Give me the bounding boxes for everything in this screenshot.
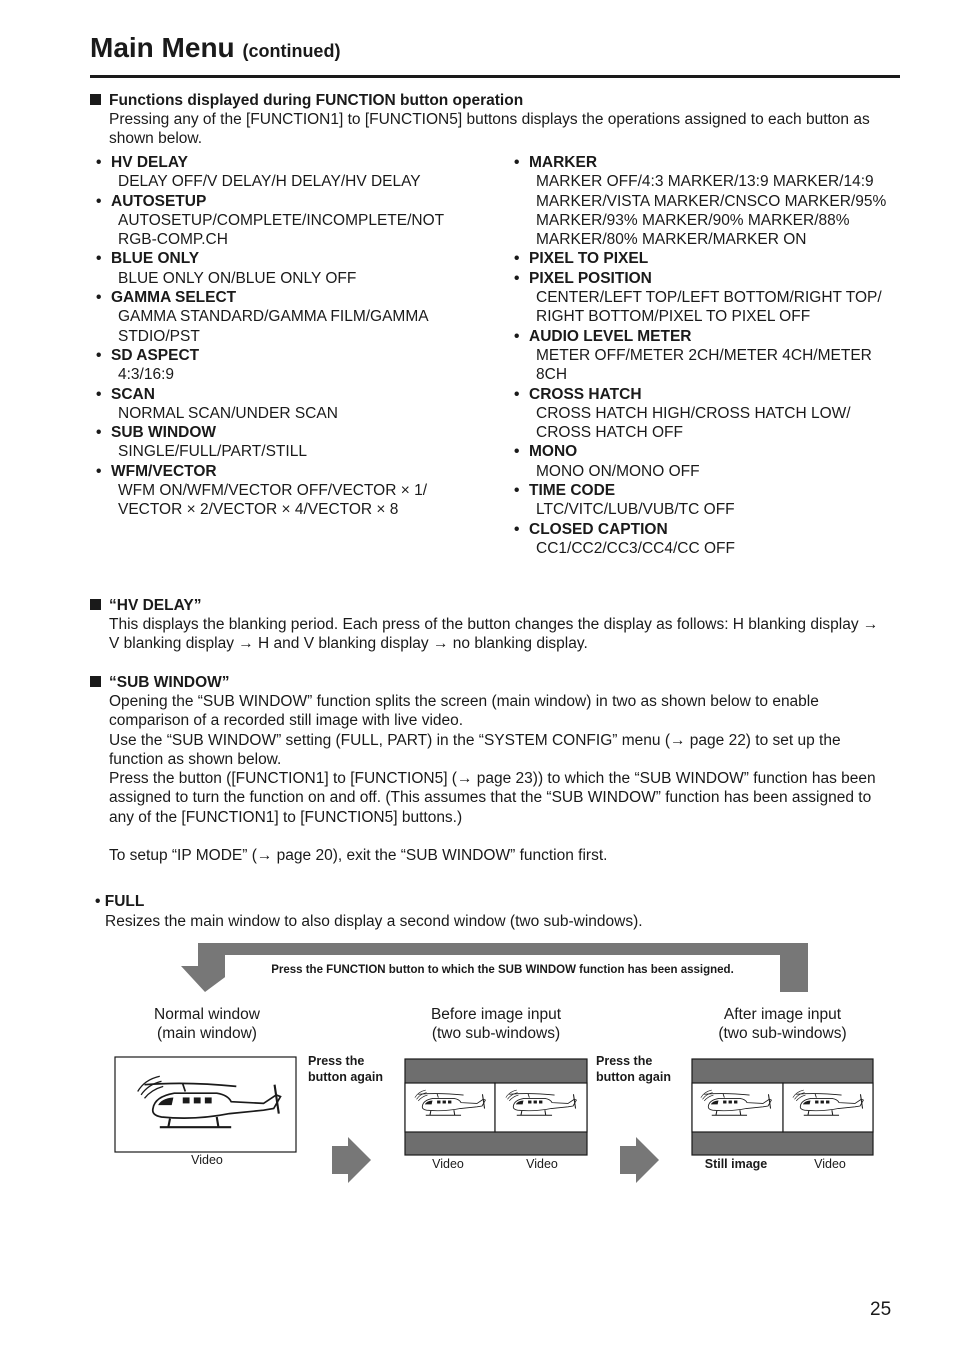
- function-item-label: • PIXEL TO PIXEL: [514, 249, 904, 268]
- press-again-line: button again: [308, 1070, 383, 1084]
- function-item-label: • HV DELAY: [96, 153, 456, 172]
- function-item-label: • SD ASPECT: [96, 346, 456, 365]
- function-item-values: CROSS HATCH HIGH/CROSS HATCH LOW/: [536, 404, 851, 422]
- sub-window-line: Use the “SUB WINDOW” setting (FULL, PART) in the “SYSTEM CONFIG” menu (→ page 22) to set up the: [109, 731, 841, 749]
- normal-window-caption: [117, 1005, 297, 1044]
- function-item-label: • PIXEL POSITION: [514, 269, 904, 288]
- function-item-values: DELAY OFF/V DELAY/H DELAY/HV DELAY: [118, 173, 421, 191]
- function-item-values: CC1/CC2/CC3/CC4/CC OFF: [536, 539, 735, 557]
- caption-line: (two sub-windows): [431, 1025, 561, 1043]
- caption-line: (main window): [157, 1025, 257, 1043]
- function-item-label: • TIME CODE: [514, 481, 904, 500]
- function-item-values: MARKER/80% MARKER/MARKER ON: [536, 231, 807, 249]
- function-item-label: • MARKER: [514, 153, 904, 172]
- caption-line: (two sub-windows): [718, 1025, 847, 1043]
- press-again-line: Press the: [308, 1054, 365, 1068]
- functions-intro-line: Pressing any of the [FUNCTION1] to [FUNCTION5] buttons displays the operations assigned to each button as: [109, 111, 870, 128]
- function-item-label: • SUB WINDOW: [96, 423, 456, 442]
- functions-intro-line: shown below.: [109, 130, 203, 148]
- caption-line: Before image input: [430, 1006, 562, 1023]
- function-item-values: MARKER/VISTA MARKER/CNSCO MARKER/95%: [536, 192, 887, 210]
- function-item-values: MARKER OFF/4:3 MARKER/13:9 MARKER/14:9: [536, 173, 874, 191]
- hv-delay-heading-text: “HV DELAY”: [109, 597, 202, 614]
- function-item-label: • SCAN: [96, 385, 456, 404]
- function-item-values: RGB-COMP.CH: [118, 231, 228, 249]
- function-item-values: MARKER/93% MARKER/90% MARKER/88%: [536, 211, 850, 229]
- hv-delay-line: This displays the blanking period. Each press of the button changes the display as follows: H blanking display →: [109, 616, 879, 633]
- after-input-caption: [692, 1005, 873, 1044]
- still-image-label: Still image: [704, 1157, 768, 1171]
- press-again-label-1: [308, 1053, 383, 1085]
- sub-window-line: any of the [FUNCTION1] to [FUNCTION5] buttons.): [109, 808, 463, 826]
- video-label-after-right: Video: [814, 1157, 846, 1171]
- ip-mode-note: To setup “IP MODE” (→ page 20), exit the “SUB WINDOW” function first.: [109, 847, 608, 864]
- sub-window-line: Opening the “SUB WINDOW” function splits the screen (main window) in two as shown below to enable: [109, 693, 819, 710]
- press-again-line: Press the: [596, 1054, 653, 1068]
- function-item-label: • WFM/VECTOR: [96, 462, 456, 481]
- after-window-bottom-band: [692, 1132, 873, 1155]
- full-label: • FULL: [95, 893, 145, 910]
- before-window-top-band: [405, 1059, 587, 1083]
- title-continued: (continued): [242, 41, 341, 61]
- title-text: Main Menu: [90, 32, 235, 63]
- function-item-values: LTC/VITC/LUB/VUB/TC OFF: [536, 501, 735, 519]
- function-item-label: • MONO: [514, 442, 904, 461]
- caption-line: Normal window: [154, 1006, 260, 1023]
- sub-window-line: function as shown below.: [109, 750, 282, 768]
- sub-window-heading-text: “SUB WINDOW”: [109, 674, 230, 691]
- after-window-top-band: [692, 1059, 873, 1083]
- page-number: 25: [870, 1299, 892, 1320]
- press-again-line: button again: [596, 1070, 671, 1084]
- caption-line: After image input: [723, 1006, 842, 1023]
- function-item-values: VECTOR × 2/VECTOR × 4/VECTOR × 8: [118, 501, 399, 519]
- sub-window-line: Press the button ([FUNCTION1] to [FUNCTION5] (→ page 23)) to which the “SUB WINDOW” function has been: [109, 770, 876, 788]
- function-item-values: SINGLE/FULL/PART/STILL: [118, 443, 307, 461]
- function-item-values: NORMAL SCAN/UNDER SCAN: [118, 404, 338, 422]
- function-item-label: • CLOSED CAPTION: [514, 520, 904, 539]
- diagram-banner: Press the FUNCTION button to which the SUB WINDOW function has been assigned.: [225, 955, 780, 985]
- function-item-label: • AUDIO LEVEL METER: [514, 327, 904, 346]
- full-description: Resizes the main window to also display a second window (two sub-windows).: [105, 913, 643, 930]
- function-item-label: • AUTOSETUP: [96, 192, 456, 211]
- function-item-label: • GAMMA SELECT: [96, 288, 456, 307]
- video-label-main: Video: [191, 1153, 223, 1167]
- function-item-values: GAMMA STANDARD/GAMMA FILM/GAMMA: [118, 308, 429, 326]
- step-arrow-2-icon: [620, 1137, 659, 1183]
- before-window-bottom-band: [405, 1132, 587, 1155]
- function-item-values: 4:3/16:9: [118, 366, 175, 384]
- video-label-before-left: Video: [432, 1157, 464, 1171]
- function-item-values: AUTOSETUP/COMPLETE/INCOMPLETE/NOT: [118, 211, 445, 229]
- video-label-before-right: Video: [526, 1157, 558, 1171]
- hv-delay-line: V blanking display → H and V blanking display → no blanking display.: [109, 635, 588, 653]
- function-item-values: METER OFF/METER 2CH/METER 4CH/METER: [536, 346, 872, 364]
- before-input-caption: [405, 1005, 587, 1044]
- sub-window-line: assigned to turn the function on and off. (This assumes that the “SUB WINDOW” function has been assigned to: [109, 789, 872, 807]
- sub-window-line: comparison of a recorded still image with live video.: [109, 712, 464, 730]
- step-arrow-1-icon: [332, 1137, 371, 1183]
- function-item-values: MONO ON/MONO OFF: [536, 462, 700, 480]
- function-item-values: BLUE ONLY ON/BLUE ONLY OFF: [118, 269, 357, 287]
- function-item-values: WFM ON/WFM/VECTOR OFF/VECTOR × 1/: [118, 482, 428, 500]
- function-item-values: STDIO/PST: [118, 327, 200, 345]
- function-item-values: RIGHT BOTTOM/PIXEL TO PIXEL OFF: [536, 308, 811, 326]
- function-item-label: • BLUE ONLY: [96, 249, 456, 268]
- press-again-label-2: [596, 1053, 671, 1085]
- functions-heading-text: Functions displayed during FUNCTION button operation: [109, 92, 524, 109]
- function-item-label: • CROSS HATCH: [514, 385, 904, 404]
- function-item-values: 8CH: [536, 366, 568, 384]
- function-item-values: CENTER/LEFT TOP/LEFT BOTTOM/RIGHT TOP/: [536, 289, 882, 307]
- function-item-values: CROSS HATCH OFF: [536, 424, 683, 442]
